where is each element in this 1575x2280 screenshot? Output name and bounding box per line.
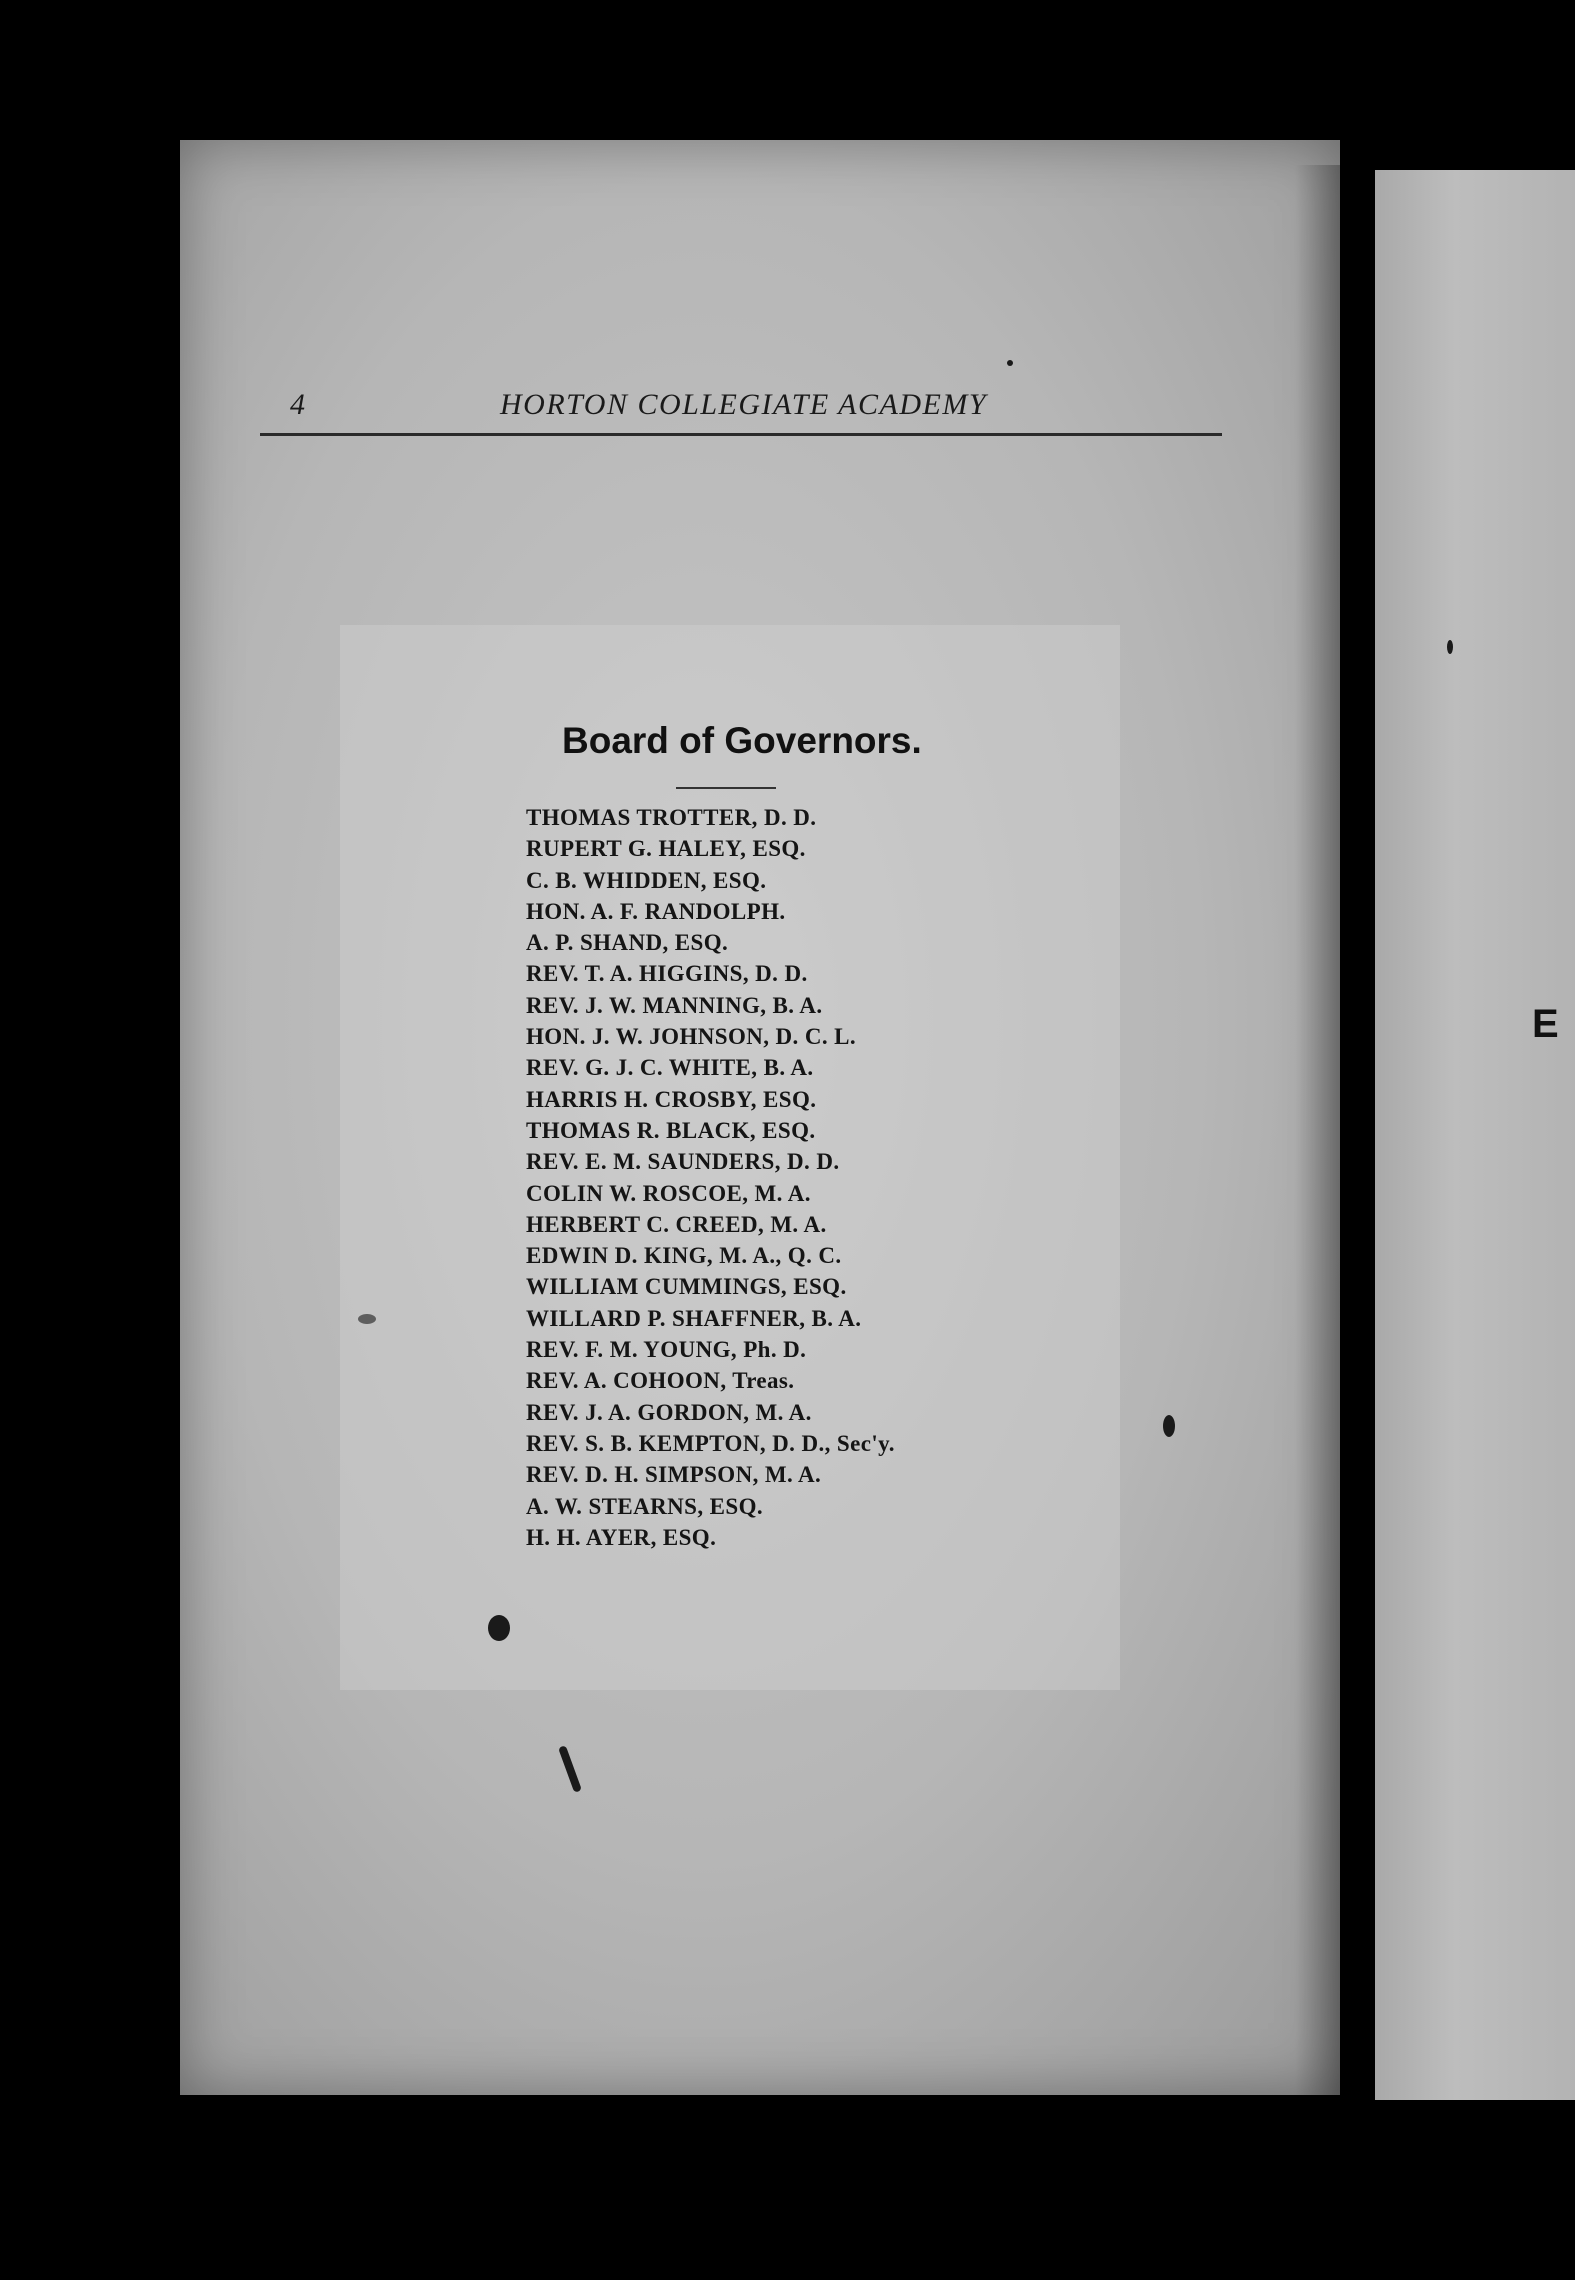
ink-speck <box>1447 640 1453 654</box>
governor-item: REV. E. M. SAUNDERS, D. D. <box>526 1149 840 1175</box>
governor-item: COLIN W. ROSCOE, M. A. <box>526 1180 811 1206</box>
governor-item: THOMAS R. BLACK, ESQ. <box>526 1117 816 1143</box>
governor-item: EDWIN D. KING, M. A., Q. C. <box>526 1243 842 1269</box>
governor-item: REV. G. J. C. WHITE, B. A. <box>526 1055 814 1081</box>
governor-item: REV. A. COHOON, Treas. <box>526 1368 795 1394</box>
governor-item: A. W. STEARNS, ESQ. <box>526 1493 764 1519</box>
governor-item: C. B. WHIDDEN, ESQ. <box>526 867 767 893</box>
governor-item: H. H. AYER, ESQ. <box>526 1524 717 1550</box>
governor-item: HARRIS H. CROSBY, ESQ. <box>526 1086 817 1112</box>
governor-item: REV. J. A. GORDON, M. A. <box>526 1399 812 1425</box>
section-title: Board of Governors. <box>562 720 922 761</box>
header-rule <box>260 433 1222 436</box>
governor-item: THOMAS TROTTER, D. D. <box>526 805 817 830</box>
governor-item: A. P. SHAND, ESQ. <box>526 930 729 956</box>
governor-item: REV. S. B. KEMPTON, D. D., Sec'y. <box>526 1430 895 1456</box>
header-title: HORTON COLLEGIATE ACADEMY <box>500 388 988 421</box>
ink-speck <box>1007 360 1013 366</box>
governor-item: HERBERT C. CREED, M. A. <box>526 1211 827 1237</box>
governor-item: WILLIAM CUMMINGS, ESQ. <box>526 1274 847 1300</box>
title-rule <box>676 787 776 789</box>
governors-list <box>526 802 895 1553</box>
governor-item: REV. J. W. MANNING, B. A. <box>526 992 823 1018</box>
governor-item: REV. F. M. YOUNG, Ph. D. <box>526 1337 807 1363</box>
page-number: 4 <box>290 388 307 421</box>
ink-speck <box>358 1314 376 1324</box>
ink-speck <box>1163 1415 1175 1437</box>
governor-item: REV. D. H. SIMPSON, M. A. <box>526 1462 822 1488</box>
spine-shadow <box>1295 165 1355 2095</box>
facing-page-letter: E <box>1532 1002 1559 1046</box>
ink-speck <box>488 1615 510 1641</box>
governor-item: REV. T. A. HIGGINS, D. D. <box>526 961 808 987</box>
governor-item: HON. A. F. RANDOLPH. <box>526 898 786 924</box>
governor-item: HON. J. W. JOHNSON, D. C. L. <box>526 1024 857 1050</box>
governor-item: WILLARD P. SHAFFNER, B. A. <box>526 1305 862 1331</box>
governor-item: RUPERT G. HALEY, ESQ. <box>526 836 806 862</box>
running-header <box>290 388 1220 436</box>
facing-page <box>1375 170 1575 2100</box>
